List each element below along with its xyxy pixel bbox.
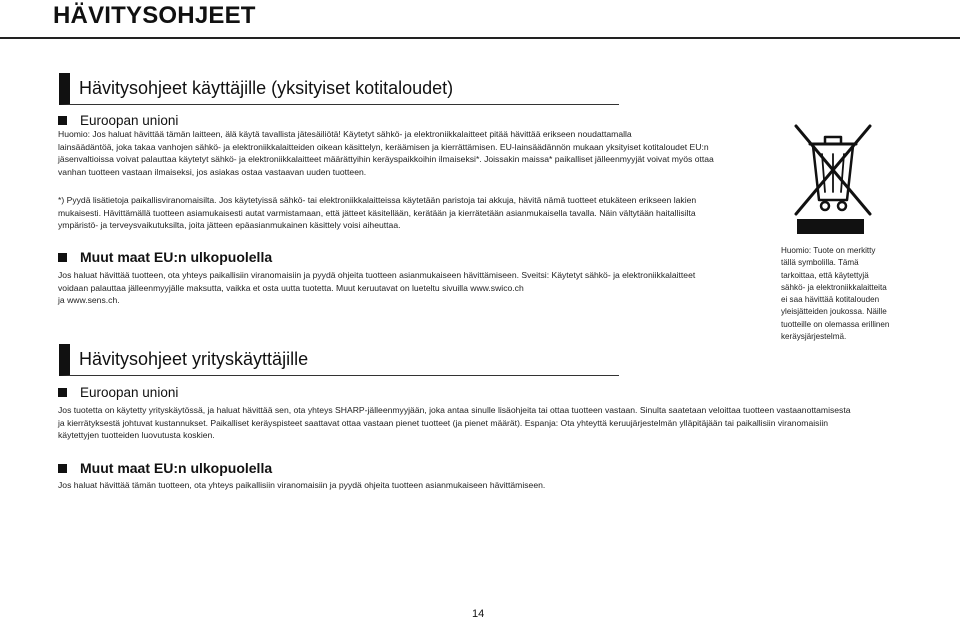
text-line: ja kierrätyksestä johtuvat kustannukset. Paikalliset keräyspisteet saattavat ottaa vastaan pienet tuotteet (ja pienet määrät). Espanja: Ota yhteyttä keruujärjestelmän ylläpitäjään tai paikallisiin viranomaisiin (58, 417, 829, 428)
side-note-line: tällä symbolilla. Tämä (781, 258, 859, 268)
subheading-outside-eu-private (58, 249, 272, 265)
subheading-text: Euroopan unioni (80, 385, 179, 400)
title-divider (0, 37, 960, 39)
square-bullet-icon (58, 253, 67, 262)
text-line: Huomio: Jos haluat hävittää tämän laitteen, älä käytä tavallista jätesäiliötä! Käytetyt sähkö- ja elektroniikkalaitteet pitää hävittää erikseen noudattamalla (58, 129, 632, 139)
page-number: 14 (472, 608, 485, 620)
text-line: mukaisesti. Hävittämällä tuotteen asiamukaisesti autat varmistamaan, että jätteet käsitellään, kerätään ja kierrätetään asianmukaisella tavalla. Näin vältytään haitallisilta (58, 207, 696, 218)
square-bullet-icon (58, 464, 67, 473)
square-bullet-icon (58, 388, 67, 397)
subheading-outside-eu-business (58, 460, 272, 476)
text-line: *) Pyydä lisätietoja paikallisviranomaisilta. Jos käytetyissä sähkö- tai elektroniikkalaitteissa käytetään paristoja tai akkuja, hävitä nämä tuotteet etukäteen erikseen lakien (58, 195, 697, 205)
subheading-eu-private (58, 113, 178, 128)
side-note-line: tarkoittaa, että käytettyjä (781, 270, 869, 280)
side-note-line: tuotteille on olemassa erillinen (781, 319, 890, 329)
subheading-text: Muut maat EU:n ulkopuolella (80, 460, 273, 476)
paragraph-eu-business (58, 404, 851, 442)
side-note-line: sähkö- ja elektroniikkalaitteita (781, 282, 887, 292)
text-line: jäsenvaltioissa voivat palauttaa käytetyt sähkö- ja elektroniikkalaitteet määrättyihin keräyspaikkoihin ilmaiseksi*. Joissakin maissa* paikalliset jälleenmyyjät voivat myös ottaa (58, 154, 714, 164)
section-heading-business-users (59, 344, 619, 376)
text-line: lainsäädäntöä, joka takaa vanhojen sähkö- ja elektroniikkalaitteiden oikean käsittelyn, keräämisen ja kierrättämisen. EU-lainsäädännön mukaan yksityiset kotitaloudet EU:n (58, 141, 709, 152)
side-note-line: ei saa hävittää kotitalouden (781, 295, 880, 305)
text-line: ja www.sens.ch. (58, 295, 120, 305)
section-heading-private-users (59, 73, 619, 105)
text-line: voidaan palauttaa jälleenmyyjälle maksutta, vaikka et osta uutta tuotetta. Muut keruutavat on lueteltu sivuilla www.swico.ch (58, 282, 524, 293)
subheading-text: Euroopan unioni (80, 113, 179, 128)
side-note (781, 245, 901, 343)
side-note-line: Huomio: Tuote on merkitty (781, 246, 876, 255)
paragraph-footnote (58, 194, 696, 232)
subheading-text: Muut maat EU:n ulkopuolella (80, 249, 273, 265)
section-heading-text: Hävitysohjeet yrityskäyttäjille (79, 349, 309, 369)
text-line: käytettyjen tuotteiden luovutusta koskien. (58, 430, 215, 440)
text-line: Jos tuotetta on käytetty yrityskäytössä, ja haluat hävittää sen, ota yhteys SHARP-jälleenmyyjään, joka antaa sinulle lisäohjeita tai ottaa tuotteen vastaan. Sinulta saatetaan veloittaa tuotteen vastaanottamisesta (58, 405, 851, 415)
paragraph-eu-private (58, 128, 714, 178)
weee-solid-bar (797, 219, 864, 234)
page-title: HÄVITYSOHJEET (53, 2, 256, 29)
subheading-eu-business (58, 385, 178, 400)
text-line: Jos haluat hävittää tämän tuotteen, ota yhteys paikallisiin viranomaisiin ja pyydä ohjeita tuotteen asianmukaiseen hävittämiseen. (58, 480, 546, 490)
side-note-line: keräysjärjestelmä. (781, 332, 847, 342)
paragraph-outside-eu-business (58, 479, 545, 492)
square-bullet-icon (58, 116, 67, 125)
section-heading-text: Hävitysohjeet käyttäjille (yksityiset kotitaloudet) (79, 78, 454, 98)
text-line: ympäristö- ja terveysvaikutuksilta, joita jätteen epäasianmukainen käsittely voisi aiheuttaa. (58, 220, 401, 230)
crossed-out-wheelie-bin-icon (784, 120, 874, 220)
text-line: vanhan tuotteen vastaan ilmaiseksi, jos asiakas ostaa vastaavan uuden tuotteen. (58, 166, 367, 177)
side-note-line: yleisjätteiden joukossa. Näille (781, 307, 887, 317)
text-line: Jos haluat hävittää tuotteen, ota yhteys paikallisiin viranomaisiin ja pyydä ohjeita tuotteen asianmukaiseen hävittämiseen. Sveitsi: Käytetyt sähkö- ja elektroniikkalaitteet (58, 270, 696, 280)
paragraph-outside-eu-private (58, 269, 695, 307)
